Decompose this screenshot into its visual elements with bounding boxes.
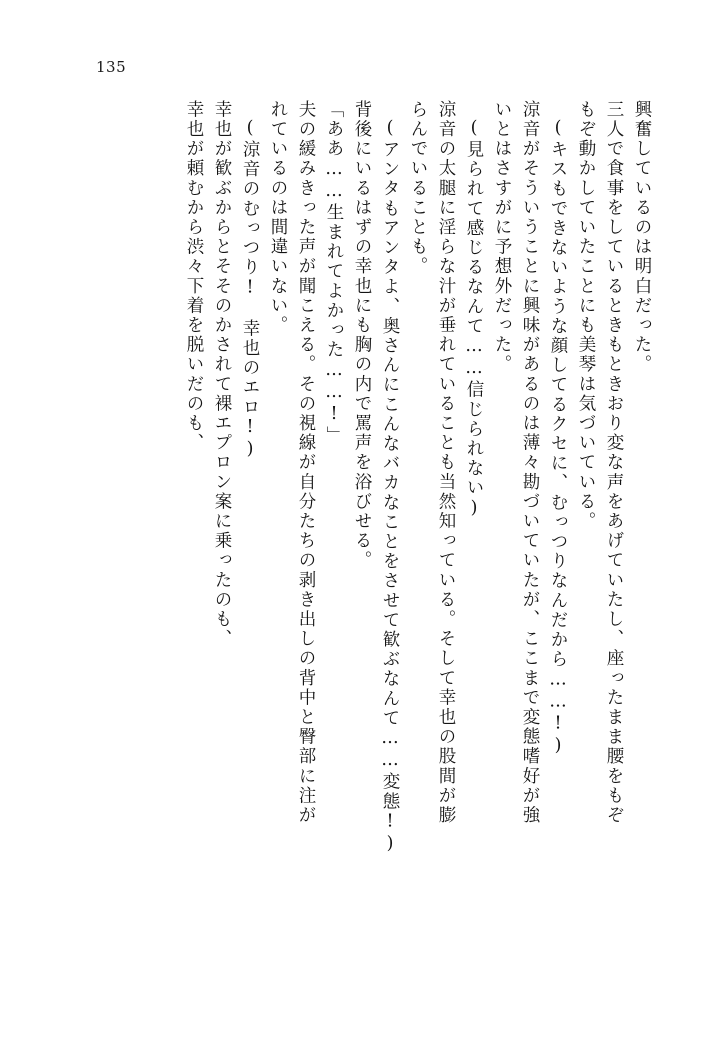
text-line: もぞ動かしていたことにも美琴は気づいている。 xyxy=(576,100,596,532)
text-line: (キスもできないような顔してるクセに、むっつりなんだから……!) xyxy=(548,118,568,758)
text-line: 涼音がそういうことに興味があるのは薄々勘づいていたが、ここまで変態嗜好が強 xyxy=(520,100,540,826)
text-line: (アンタもアンタよ、奥さんにこんなバカなことをさせて歓ぶなんて……変態!) xyxy=(380,118,400,856)
text-line: 「ああ……生まれてよかった……!」 xyxy=(324,100,344,446)
text-line: 幸也が歓ぶからとそそのかされて裸エプロン案に乗ったのも、 xyxy=(212,100,232,649)
text-line: 興奮しているのは明白だった。 xyxy=(632,100,652,375)
text-line: いとはさすがに予想外だった。 xyxy=(492,100,512,375)
text-line: らんでいることも。 xyxy=(408,100,428,277)
vertical-text-body xyxy=(60,100,650,1000)
page-number: 135 xyxy=(96,58,127,76)
text-line: 涼音の太腿に淫らな汁が垂れていることも当然知っている。そして幸也の股間が膨 xyxy=(436,100,456,826)
text-line: 三人で食事をしているときもときおり変な声をあげていたし、座ったまま腰をもぞ xyxy=(604,100,624,826)
text-line: 背後にいるはずの幸也にも胸の内で罵声を浴びせる。 xyxy=(352,100,372,571)
text-line: 夫の緩みきった声が聞こえる。その視線が自分たちの剥き出しの背中と臀部に注が xyxy=(296,100,316,826)
text-line: 幸也が頼むから渋々下着を脱いだのも、 xyxy=(184,100,204,453)
text-line: れているのは間違いない。 xyxy=(268,100,288,336)
text-line: (見られて感じるなんて……信じられない) xyxy=(464,118,484,520)
text-line: (涼音のむっつり! 幸也のエロ!) xyxy=(240,118,260,462)
